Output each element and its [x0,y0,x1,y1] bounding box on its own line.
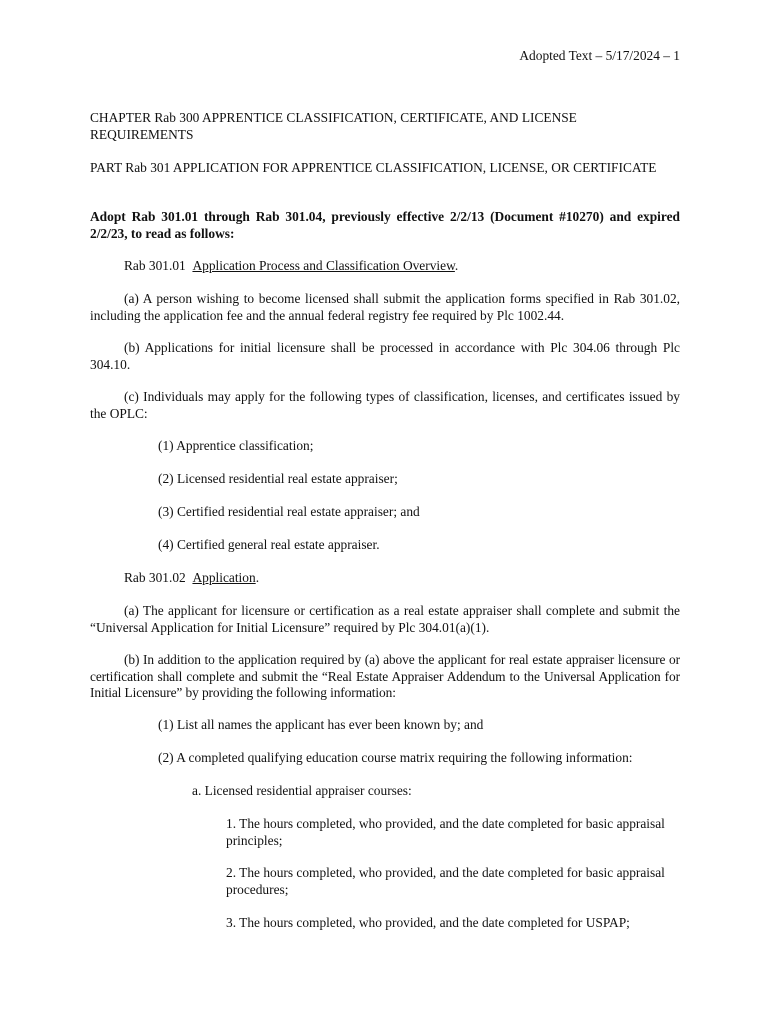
section-301-01-para-b: (b) Applications for initial licensure shall be processed in accordance with Plc 304.06 through Plc 304.10. [90,340,680,372]
section-301-02-para-b: (b) In addition to the application required by (a) above the applicant for real estate appraiser licensure or certification shall complete and submit the “Real Estate Appraiser Addendum to the Universal Application for Initial Licensure” by providing the following information: [90,652,680,700]
section-number: Rab 301.02 [124,570,186,585]
section-number: Rab 301.01 [124,258,186,273]
sub-list-item: 3. The hours completed, who provided, and the date completed for USPAP; [226,915,630,930]
section-301-01-para-a: (a) A person wishing to become licensed shall submit the application forms specified in Rab 301.02, including the application fee and the annual federal registry fee required by Plc 1002.44. [90,291,680,323]
sub-list-heading: a. Licensed residential appraiser courses: [192,783,412,798]
sub-list-item: 1. The hours completed, who provided, and the date completed for basic appraisal principles; [226,816,665,848]
adopt-statement: Adopt Rab 301.01 through Rab 301.04, previously effective 2/2/13 (Document #10270) and expired 2/2/23, to read as follows: [90,209,680,241]
list-item: (3) Certified residential real estate appraiser; and [158,504,420,519]
section-301-01-para-c: (c) Individuals may apply for the following types of classification, licenses, and certificates issued by the OPLC: [90,389,680,421]
section-301-02-para-a: (a) The applicant for licensure or certification as a real estate appraiser shall complete and submit the “Universal Application for Initial Licensure” required by Plc 304.01(a)(1). [90,603,680,635]
section-301-02-heading: Rab 301.02 Application. [124,570,260,585]
list-item: (1) Apprentice classification; [158,438,314,453]
section-title: Application [192,570,256,585]
list-item: (2) Licensed residential real estate appraiser; [158,471,398,486]
chapter-title: CHAPTER Rab 300 APPRENTICE CLASSIFICATION, CERTIFICATE, AND LICENSE REQUIREMENTS [90,110,577,142]
part-title: PART Rab 301 APPLICATION FOR APPRENTICE CLASSIFICATION, LICENSE, OR CERTIFICATE [90,160,657,175]
sub-list-item: 2. The hours completed, who provided, and the date completed for basic appraisal procedures; [226,865,665,897]
list-item: (1) List all names the applicant has ever been known by; and [158,717,484,732]
list-item: (4) Certified general real estate appraiser. [158,537,380,552]
page-header: Adopted Text – 5/17/2024 – 1 [519,48,680,63]
list-item: (2) A completed qualifying education course matrix requiring the following information: [158,750,633,765]
section-title: Application Process and Classification Overview [192,258,455,273]
section-301-01-heading: Rab 301.01 Application Process and Classification Overview. [124,258,459,273]
